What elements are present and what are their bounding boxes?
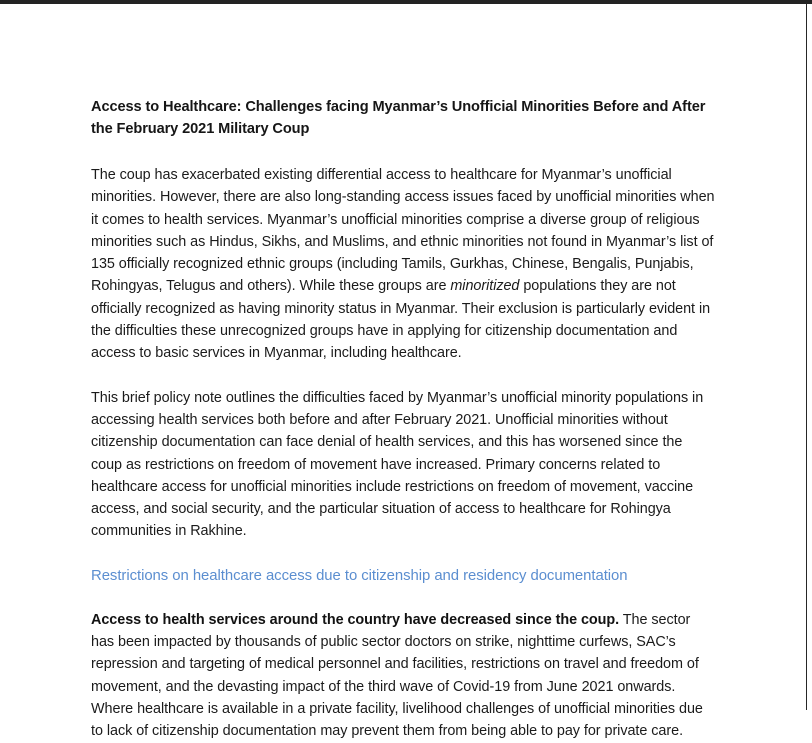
paragraph-access-decline <box>91 609 715 743</box>
top-edge-rule <box>0 0 812 4</box>
paragraph-intro-part-a: The coup has exacerbated existing differential access to healthcare for Myanmar’s unofficial minorities. However, there are also long-standing access issues faced by unofficial minorities when it comes to health services. Myanmar’s unofficial minorities comprise a diverse group of religious minorities such as Hindus, Sikhs, and Muslims, and ethnic minorities not found in Myanmar’s list of 135 officially recognized ethnic groups (including Tamils, Gurkhas, Chinese, Bengalis, Punjabis, Rohingyas, Telugus and others). While these groups are <box>91 167 715 295</box>
paragraph-access-decline-body: The sector has been impacted by thousands of public sector doctors on strike, nighttime curfews, SAC’s repression and targeting of medical personnel and facilities, restrictions on travel and freedom of movement, and the devasting impact of the third wave of Covid-19 from June 2021 onwards. Where healthcare is available in a private facility, livelihood challenges of unofficial minorities due to lack of citizenship documentation may prevent them from being able to pay for private care. <box>91 611 703 740</box>
right-edge-rule <box>806 4 807 710</box>
emphasis-minoritized: minoritized <box>450 278 520 295</box>
section-heading-restrictions: Restrictions on healthcare access due to citizenship and residency documentation <box>91 567 628 584</box>
paragraph-intro <box>91 164 715 365</box>
paragraph-intro-part-b: populations they are not officially recognized as having minority status in Myanmar. Their exclusion is particularly evident in the difficulties these unrecognized groups have in applying for citizenship documentation and access to basic services in Myanmar, including healthcare. <box>91 278 711 362</box>
paragraph-lead-in: Access to health services around the country have decreased since the coup. <box>91 611 620 628</box>
document-content <box>91 96 715 743</box>
page-title: Access to Healthcare: Challenges facing Myanmar’s Unofficial Minorities Before and After the February 2021 Military Coup <box>91 99 706 137</box>
paragraph-scope: This brief policy note outlines the difficulties faced by Myanmar’s unofficial minority populations in accessing health services both before and after February 2021. Unofficial minorities without citizenship documentation can face denial of health services, and this has worsened since the coup as restrictions on freedom of movement have increased. Primary concerns related to healthcare access for unofficial minorities include restrictions on freedom of movement, vaccine access, and social security, and the particular situation of access to healthcare for Rohingya communities in Rakhine. <box>91 389 704 540</box>
